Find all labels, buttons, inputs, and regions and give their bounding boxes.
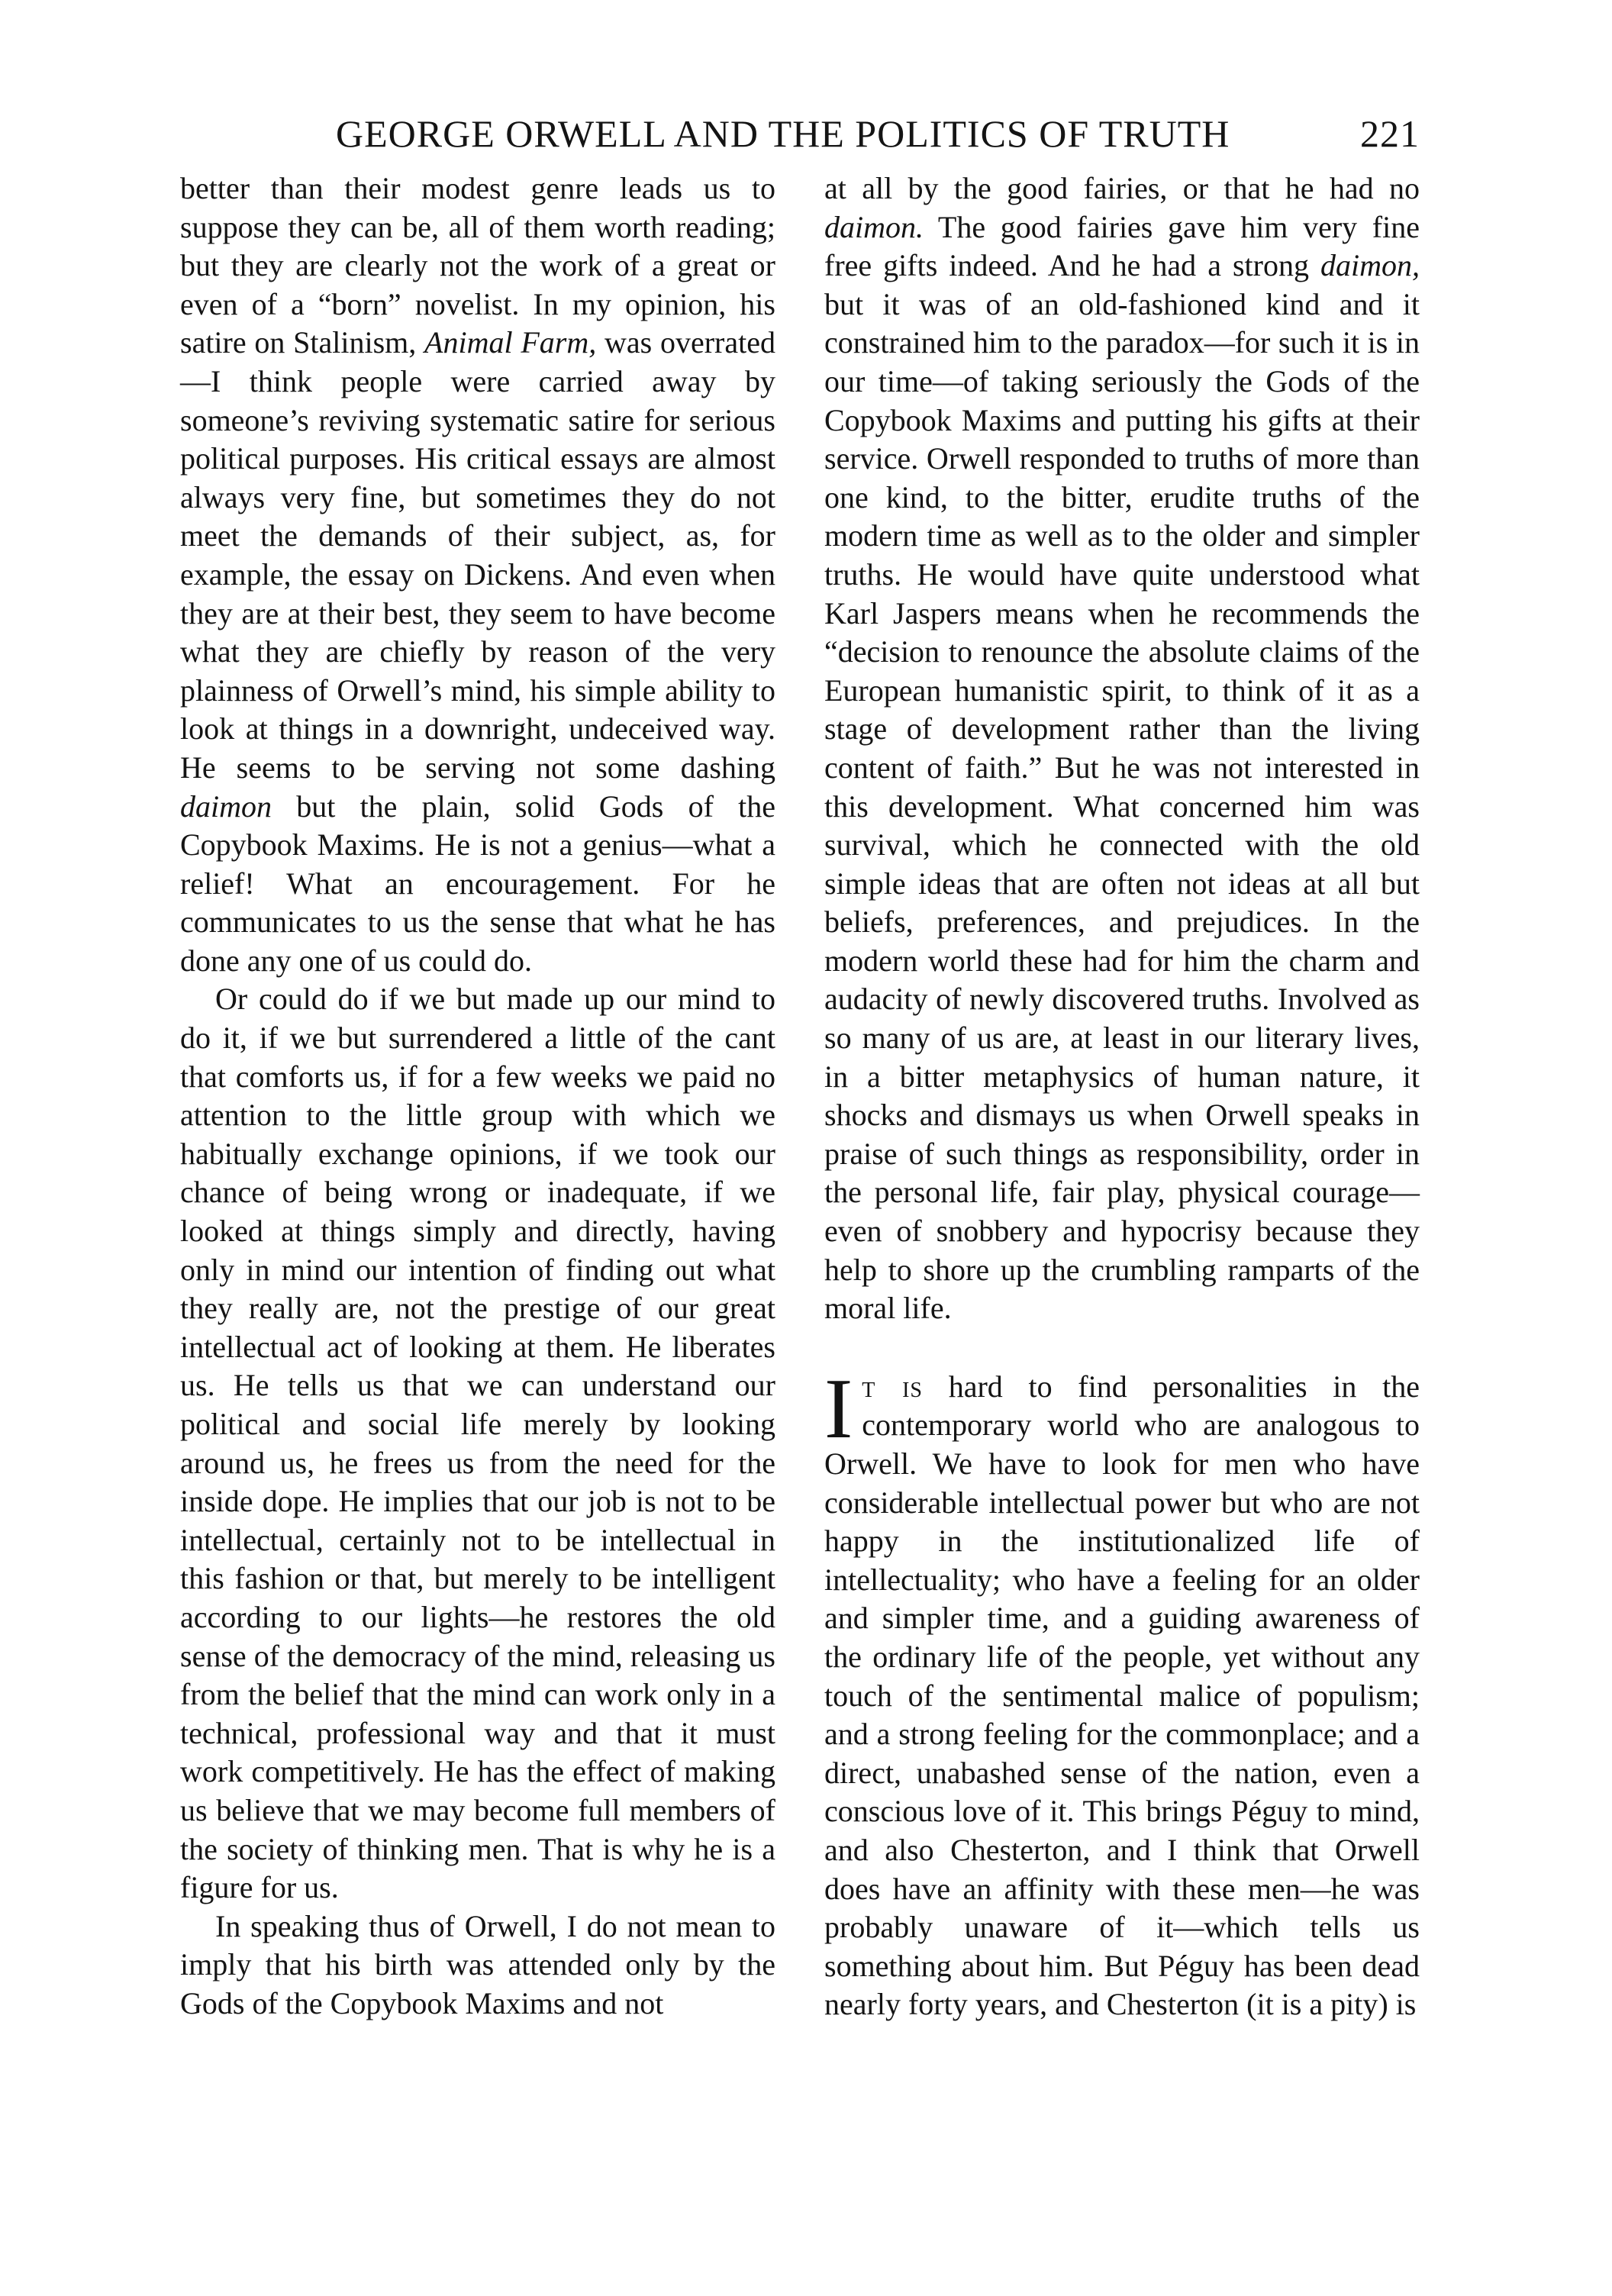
text-run: The good fairies gave him very fine free gifts indeed. And he had a strong (824, 209, 1420, 283)
drop-cap: I (824, 1361, 853, 1456)
italic-term: daimon (180, 788, 272, 824)
text-run: but the plain, solid Gods of the Copybook Maxims. He is not a genius—what a relief! What an encouragement. For he communicates to us the sense that what he has done any one of us could do. (180, 788, 775, 978)
page-number: 221 (1360, 112, 1420, 155)
italic-term: daimon. (824, 209, 924, 244)
text-run: at all by the good fairies, or that he had no (824, 171, 1420, 205)
text-run: better than their modest genre leads us to suppose they can be, all of them worth reading; but they are clearly not the work of a great or even of a “born” novelist. In my opinion, his satire on Stalinism, (180, 171, 775, 360)
running-title: GEORGE ORWELL AND THE POLITICS OF TRUTH (336, 112, 1230, 155)
paragraph: In speaking thus of Orwell, I do not mean to imply that his birth was attended only by the Gods of the Copybook Maxims and not (180, 1908, 775, 2020)
paragraph (180, 169, 775, 980)
italic-title: Animal Farm, (424, 325, 597, 360)
paragraph: Or could do if we but made up our mind to do it, if we but surrendered a little of the cant that comforts us, if for a few weeks we paid no attention to the little group with which we habitually exchange opinions, if we took our chance of being wrong or inadequate, if we looked at things simply and directly, having only in mind our intention of finding out what they really are, not the prestige of our great intellectual act of looking at them. He liberates us. He tells us that we can understand our political and social life merely by looking around us, he frees us from the need for the inside dope. He implies that our job is not to be intellectual, certainly not to be intellectual in this fashion or that, but merely to be intelligent according to our lights—he restores the old sense of the democracy of the mind, releasing us from the belief that the mind can work only in a technical, professional way and that it must work competitively. He has the effect of making us believe that we may become full members of the society of thinking men. That is why he is a figure for us. (180, 982, 775, 1905)
text-run: hard to find personalities in the contemporary world who are analogous to Orwell. We have to look for men who have considerable intellectual power but who are not happy in the institutionalized life of intellectuality; who have a feeling for an older and simpler time, and a guiding awareness of the ordinary life of the people, yet without any touch of the sentimental malice of populism; and a strong feeling for the commonplace; and a direct, unabashed sense of the nation, even a conscious love of it. This brings Péguy to mind, and also Chesterton, and I think that Orwell does have an affinity with these men—he was probably unaware of it—which tells us something about him. But Péguy has been dead nearly forty years, and Chesterton (it is a pity) is (824, 1369, 1420, 2022)
right-column (824, 169, 1420, 2024)
text-run: but it was of an old-fashioned kind and it constrained him to the paradox—for such it is in our time—of taking seriously the Gods of the Copybook Maxims and putting his gifts at their service. Orwell responded to truths of more than one kind, to the bitter, erudite truths of the modern time as well as to the older and simpler truths. He would have quite understood what Karl Jaspers means when he recommends the “decision to renounce the absolute claims of the European humanistic spirit, to think of it as a stage of development rather than the living content of faith.” But he was not interested in this development. What concerned him was survival, which he connected with the old simple ideas that are often not ideas at all but beliefs, preferences, and prejudices. In the modern world these had for him the charm and audacity of newly discovered truths. Involved as so many of us are, at least in our literary lives, in a bitter metaphysics of human nature, it shocks and dismays us when Orwell speaks in praise of such things as responsibility, order in the personal life, fair play, physical courage—even of snobbery and hypocrisy because they help to shore up the crumbling ramparts of the moral life. (824, 286, 1420, 1326)
paragraph (824, 169, 1420, 1328)
running-head (180, 111, 1420, 160)
section-paragraph (824, 1361, 1420, 2024)
left-column (180, 169, 775, 2024)
text-run: was overrated—I think people were carried away by someone’s reviving systematic satire for serious political purposes. His critical essays are almost always very fine, but sometimes they do not meet the demands of their subject, as, for example, the essay on Dickens. And even when they are at their best, they seem to have become what they are chiefly by reason of the very plainness of Orwell’s mind, his simple ability to look at things in a downright, undeceived way. He seems to be serving not some dashing (180, 325, 775, 785)
italic-term: daimon, (1320, 248, 1420, 283)
smallcaps-lead: t is (862, 1369, 923, 1404)
